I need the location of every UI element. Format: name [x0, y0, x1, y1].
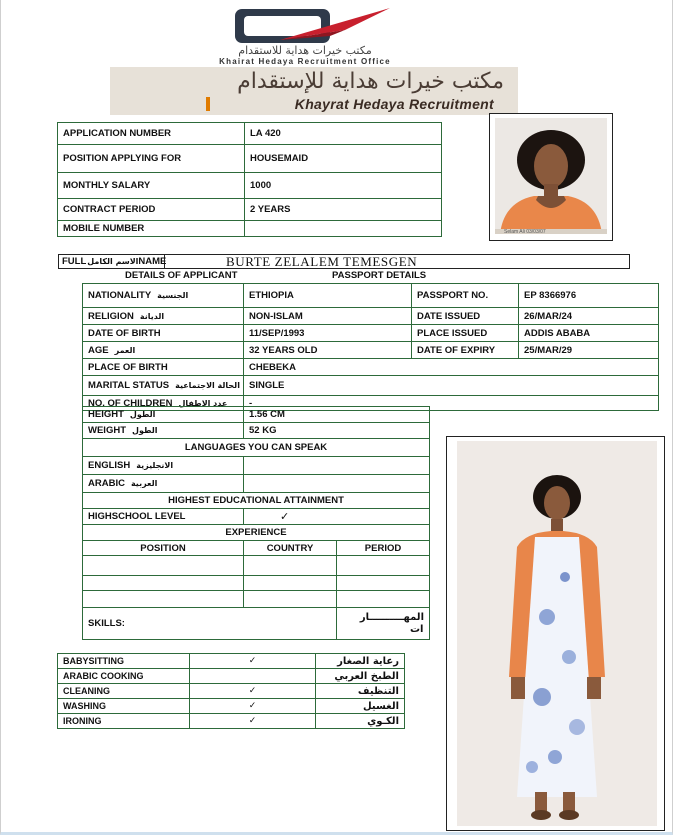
table-row [58, 669, 405, 684]
salary-label: MONTHLY SALARY [58, 173, 245, 199]
experience-cell [83, 591, 244, 608]
full-name-label [62, 256, 166, 267]
skill-check-icon: ✓ [190, 699, 316, 714]
place-issued-label: PLACE ISSUED [412, 325, 519, 342]
table-row [83, 525, 430, 541]
experience-cell [337, 576, 430, 591]
banner-accent [206, 97, 210, 111]
position-value: HOUSEMAID [245, 145, 442, 173]
experience-col-period: PERIOD [337, 541, 430, 556]
table-row [83, 423, 430, 439]
logo-emblem-icon [160, 6, 450, 46]
table-row [83, 475, 430, 493]
table-row [83, 325, 659, 342]
experience-col-country: COUNTRY [244, 541, 337, 556]
full-name-label-suffix: NAME [138, 256, 167, 267]
table-row [83, 359, 659, 376]
skill-arabic-name: الكـوي [316, 714, 405, 729]
marital-label: MARITAL STATUS الحالة الاجتماعية [83, 376, 244, 396]
skills-arabic-label: المهــــــــــار ات [337, 608, 430, 640]
table-row [83, 541, 430, 556]
salary-value: 1000 [245, 173, 442, 199]
date-issued-value: 26/MAR/24 [519, 308, 659, 325]
table-row [83, 608, 430, 640]
education-label: HIGHSCHOOL LEVEL [83, 509, 244, 525]
skills-table [57, 653, 405, 729]
table-row [58, 199, 442, 221]
pob-label: PLACE OF BIRTH [83, 359, 244, 376]
table-row [58, 173, 442, 199]
logo-arabic-text: مكتب خيرات هداية للاستقدام [238, 44, 372, 57]
experience-cell [244, 556, 337, 576]
passport-photo-image [490, 114, 612, 240]
experience-cell [244, 576, 337, 591]
children-value: - [244, 396, 659, 411]
full-body-photo-image [447, 437, 664, 830]
age-label: AGE العمر [83, 342, 244, 359]
photo-caption: Selam Ali 03/03/07 [504, 229, 546, 235]
personal-table [82, 406, 430, 640]
mobile-value [245, 221, 442, 237]
height-value: 1.56 CM [244, 407, 430, 423]
full-name-value: BURTE ZELALEM TEMESGEN [226, 254, 418, 269]
passport-photo [489, 113, 613, 241]
nationality-label: NATIONALITY الجنسية [83, 284, 244, 308]
skill-check-icon [190, 669, 316, 684]
experience-cell [83, 556, 244, 576]
passport-no-value: EP 8366976 [519, 284, 659, 308]
table-row [58, 714, 405, 729]
marital-value: SINGLE [244, 376, 659, 396]
application-number-label: APPLICATION NUMBER [58, 123, 245, 145]
table-row [83, 308, 659, 325]
application-table [57, 122, 442, 237]
english-label: ENGLISH الانجليزية [83, 457, 244, 475]
age-value: 32 YEARS OLD [244, 342, 412, 359]
pob-value: CHEBEKA [244, 359, 659, 376]
table-row [83, 556, 430, 576]
table-row [58, 145, 442, 173]
expiry-value: 25/MAR/29 [519, 342, 659, 359]
skill-arabic-name: التنظيف [316, 684, 405, 699]
arabic-label: ARABIC العربية [83, 475, 244, 493]
arabic-value [244, 475, 430, 493]
expiry-label: DATE OF EXPIRY [412, 342, 519, 359]
application-number-value: LA 420 [245, 123, 442, 145]
children-label: NO. OF CHILDREN عدد الاطفال [83, 396, 244, 411]
height-label: HEIGHT الطول [83, 407, 244, 423]
mobile-label: MOBILE NUMBER [58, 221, 245, 237]
details-header: DETAILS OF APPLICANT [125, 270, 238, 281]
table-row [83, 407, 430, 423]
table-row [83, 509, 430, 525]
experience-cell [83, 576, 244, 591]
skill-check-icon: ✓ [190, 714, 316, 729]
table-row [83, 591, 430, 608]
english-value [244, 457, 430, 475]
passport-header: PASSPORT DETAILS [332, 270, 427, 281]
skill-arabic-name: الغسيل [316, 699, 405, 714]
skill-check-icon: ✓ [190, 684, 316, 699]
weight-value: 52 KG [244, 423, 430, 439]
table-row [83, 376, 659, 396]
table-row [83, 284, 659, 308]
passport-no-label: PASSPORT NO. [412, 284, 519, 308]
religion-label: RELIGION الديانة [83, 308, 244, 325]
position-label: POSITION APPLYING FOR [58, 145, 245, 173]
religion-value: NON-ISLAM [244, 308, 412, 325]
experience-cell [337, 556, 430, 576]
table-row [58, 123, 442, 145]
table-row [83, 576, 430, 591]
details-table [82, 283, 659, 411]
banner-english-text: Khayrat Hedaya Recruitment [294, 96, 494, 112]
skill-name: ARABIC COOKING [58, 669, 190, 684]
experience-col-position: POSITION [83, 541, 244, 556]
table-row [58, 221, 442, 237]
weight-label: WEIGHT الطول [83, 423, 244, 439]
full-body-photo [446, 436, 665, 831]
full-name-label-prefix: FULL [62, 256, 87, 267]
education-check-icon: ✓ [244, 509, 430, 525]
skill-arabic-name: الطبخ العربي [316, 669, 405, 684]
table-row [58, 699, 405, 714]
full-name-label-arabic: الاسم الكامل [87, 257, 139, 266]
place-issued-value: ADDIS ABABA [519, 325, 659, 342]
contract-label: CONTRACT PERIOD [58, 199, 245, 221]
skills-label: SKILLS: [83, 608, 337, 640]
company-banner [110, 67, 518, 115]
dob-value: 11/SEP/1993 [244, 325, 412, 342]
skill-name: CLEANING [58, 684, 190, 699]
table-row [58, 684, 405, 699]
experience-cell [244, 591, 337, 608]
experience-header: EXPERIENCE [83, 525, 430, 541]
logo-english-text: Khairat Hedaya Recruitment Office [219, 57, 391, 66]
table-row [58, 654, 405, 669]
contract-value: 2 YEARS [245, 199, 442, 221]
company-logo [160, 6, 450, 66]
table-row [83, 457, 430, 475]
table-row [83, 439, 430, 457]
date-issued-label: DATE ISSUED [412, 308, 519, 325]
skill-name: WASHING [58, 699, 190, 714]
skill-name: BABYSITTING [58, 654, 190, 669]
dob-label: DATE OF BIRTH [83, 325, 244, 342]
skill-name: IRONING [58, 714, 190, 729]
languages-header: LANGUAGES YOU CAN SPEAK [83, 439, 430, 457]
education-header: HIGHEST EDUCATIONAL ATTAINMENT [83, 493, 430, 509]
table-row [83, 493, 430, 509]
skill-check-icon: ✓ [190, 654, 316, 669]
skill-arabic-name: رعاية الصغار [316, 654, 405, 669]
table-row [83, 342, 659, 359]
nationality-value: ETHIOPIA [244, 284, 412, 308]
banner-arabic-text: مكتب خيرات هداية للإستقدام [237, 69, 504, 94]
experience-cell [337, 591, 430, 608]
